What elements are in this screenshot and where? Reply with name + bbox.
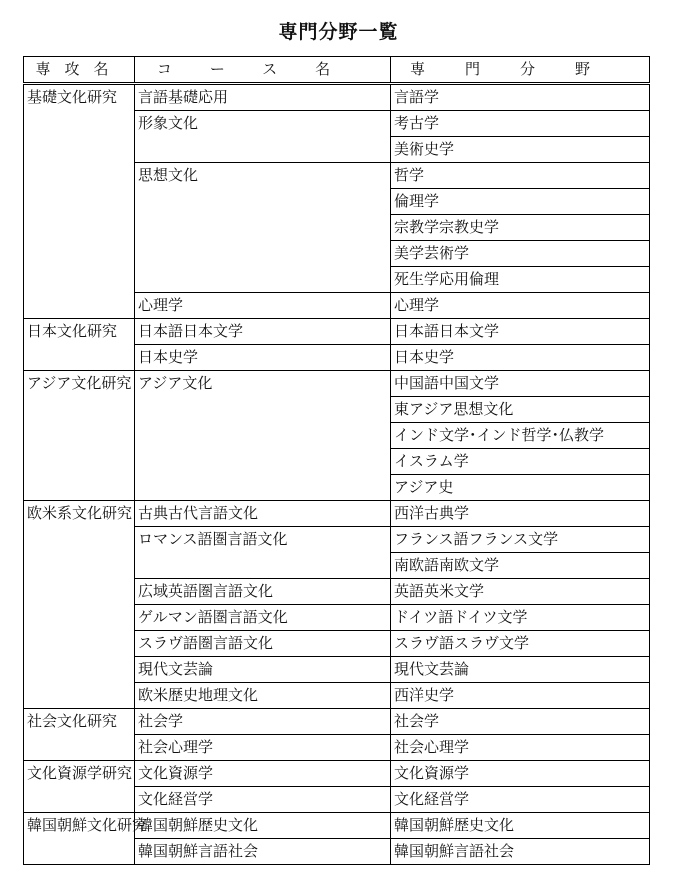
table-row (24, 761, 650, 787)
table-row (24, 709, 650, 735)
field-cell: 東アジア思想文化 (391, 397, 650, 423)
major-cell: 欧米系文化研究 (24, 501, 135, 709)
course-cell: ロマンス語圏言語文化 (135, 527, 391, 579)
field-cell: 社会心理学 (391, 735, 650, 761)
field-cell: 言語学 (391, 84, 650, 111)
course-cell: 韓国朝鮮歴史文化 (135, 813, 391, 839)
field-cell: フランス語フランス文学 (391, 527, 650, 553)
course-cell: 日本史学 (135, 345, 391, 371)
course-cell: 言語基礎応用 (135, 84, 391, 111)
course-cell: 現代文芸論 (135, 657, 391, 683)
field-cell: インド文学･インド哲学･仏教学 (391, 423, 650, 449)
table-row (24, 319, 650, 345)
course-cell: 韓国朝鮮言語社会 (135, 839, 391, 865)
table-row (24, 813, 650, 839)
field-cell: 宗教学宗教史学 (391, 215, 650, 241)
header-field: 専門分野 (391, 57, 650, 84)
field-cell: 哲学 (391, 163, 650, 189)
course-cell: 思想文化 (135, 163, 391, 293)
field-cell: 西洋古典学 (391, 501, 650, 527)
field-cell: 考古学 (391, 111, 650, 137)
course-cell: 日本語日本文学 (135, 319, 391, 345)
field-cell: アジア史 (391, 475, 650, 501)
field-cell: イスラム学 (391, 449, 650, 475)
field-cell: スラヴ語スラヴ文学 (391, 631, 650, 657)
table-body (24, 84, 650, 865)
page-title: 専門分野一覧 (278, 21, 399, 43)
table-row (24, 371, 650, 397)
field-cell: 現代文芸論 (391, 657, 650, 683)
field-cell: 中国語中国文学 (391, 371, 650, 397)
course-cell: スラヴ語圏言語文化 (135, 631, 391, 657)
major-cell: 文化資源学研究 (24, 761, 135, 813)
course-cell: 古典古代言語文化 (135, 501, 391, 527)
field-cell: 倫理学 (391, 189, 650, 215)
field-cell: 韓国朝鮮歴史文化 (391, 813, 650, 839)
course-cell: 文化経営学 (135, 787, 391, 813)
course-cell: 欧米歴史地理文化 (135, 683, 391, 709)
table-header-row (24, 57, 650, 84)
field-cell: 南欧語南欧文学 (391, 553, 650, 579)
course-cell: 広域英語圏言語文化 (135, 579, 391, 605)
course-cell: ゲルマン語圏言語文化 (135, 605, 391, 631)
field-cell: 美学芸術学 (391, 241, 650, 267)
field-cell: 日本語日本文学 (391, 319, 650, 345)
field-cell: 美術史学 (391, 137, 650, 163)
field-cell: 文化経営学 (391, 787, 650, 813)
field-cell: 文化資源学 (391, 761, 650, 787)
course-cell: 心理学 (135, 293, 391, 319)
field-cell: ドイツ語ドイツ文学 (391, 605, 650, 631)
major-cell: 韓国朝鮮文化研究 (24, 813, 135, 865)
header-major: 専攻名 (24, 57, 135, 84)
course-cell: 文化資源学 (135, 761, 391, 787)
field-cell: 社会学 (391, 709, 650, 735)
table-row (24, 84, 650, 111)
course-cell: 社会学 (135, 709, 391, 735)
field-cell: 韓国朝鮮言語社会 (391, 839, 650, 865)
course-cell: 社会心理学 (135, 735, 391, 761)
header-course: コース名 (135, 57, 391, 84)
field-cell: 英語英米文学 (391, 579, 650, 605)
major-cell: 日本文化研究 (24, 319, 135, 371)
course-cell: 形象文化 (135, 111, 391, 163)
major-cell: 基礎文化研究 (24, 84, 135, 319)
table-row (24, 501, 650, 527)
field-cell: 西洋史学 (391, 683, 650, 709)
major-cell: アジア文化研究 (24, 371, 135, 501)
field-cell: 日本史学 (391, 345, 650, 371)
fields-table (23, 56, 650, 865)
field-cell: 心理学 (391, 293, 650, 319)
field-cell: 死生学応用倫理 (391, 267, 650, 293)
major-cell: 社会文化研究 (24, 709, 135, 761)
course-cell: アジア文化 (135, 371, 391, 501)
